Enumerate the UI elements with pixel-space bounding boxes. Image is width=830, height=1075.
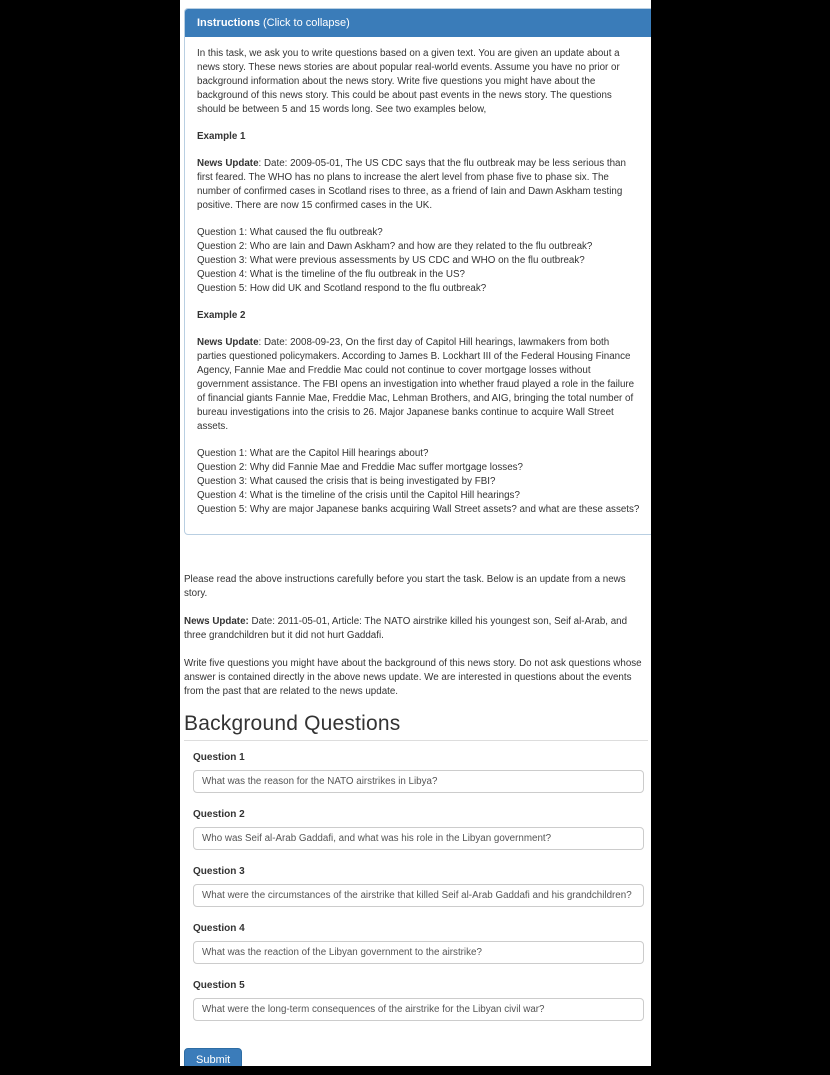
question-1-group [193, 751, 648, 793]
read-instructions-note: Please read the above instructions carefully before you start the task. Below is an update from a news story. [184, 574, 626, 599]
example2-question-4: Question 4: What is the timeline of the crisis until the Capitol Hill hearings? [197, 490, 520, 501]
question-2-input[interactable] [193, 827, 644, 850]
example2-question-2: Question 2: Why did Fannie Mae and Freddie Mac suffer mortgage losses? [197, 462, 524, 473]
task-news-label: News Update: [184, 616, 249, 627]
example2-question-3: Question 3: What caused the crisis that is being investigated by FBI? [197, 476, 496, 487]
question-1-input[interactable] [193, 770, 644, 793]
example2-question-1: Question 1: What are the Capitol Hill hearings about? [197, 448, 429, 459]
question-1-label: Question 1 [193, 752, 245, 763]
section-title: Background Questions [184, 712, 401, 735]
instructions-collapse-hint: (Click to collapse) [259, 17, 350, 29]
instructions-intro: In this task, we ask you to write questions based on a given text. You are given an update about a news story. These news stories are about popular real-world events. Assume you have no prior or background information about the news story. Write five questions you might have about the background of this news story. This could be about past events in the news story. The questions should be between 5 and 15 words long. See two examples below, [197, 48, 620, 115]
instructions-panel [184, 8, 651, 535]
background-questions-section [184, 712, 648, 1066]
submit-button[interactable]: Submit [184, 1048, 242, 1066]
question-4-group [193, 922, 648, 964]
instructions-panel-body [185, 37, 651, 534]
question-2-group [193, 808, 648, 850]
question-5-group [193, 979, 648, 1021]
question-4-label: Question 4 [193, 923, 245, 934]
question-2-label: Question 2 [193, 809, 245, 820]
example2-news-update [197, 336, 641, 434]
example2-question-5: Question 5: Why are major Japanese banks acquiring Wall Street assets? and what are these assets? [197, 504, 640, 515]
example1-question-4: Question 4: What is the timeline of the flu outbreak in the US? [197, 269, 465, 280]
question-5-input[interactable] [193, 998, 644, 1021]
instructions-panel-header[interactable] [185, 9, 651, 37]
instructions-title: Instructions [197, 17, 260, 29]
task-description [184, 573, 647, 713]
example2-heading: Example 2 [197, 310, 246, 321]
example1-heading: Example 1 [197, 131, 246, 142]
example2-news-text: : Date: 2008-09-23, On the first day of Capitol Hill hearings, lawmakers from both parties questioned policymakers. According to James B. Lockhart III of the Federal Housing Finance Agency, Fannie Mae and Freddie Mac could not continue to cover mortgage losses without government assistance. The FBI opens an investigation into whether fraud played a role in the failure of financial giants Fannie Mae, Freddie Mac, Lehman Brothers, and AIG, bringing the total number of bureau investigations into the crisis to 26. Major Japanese banks continue to acquire Wall Street assets. [197, 337, 635, 432]
section-divider [184, 740, 648, 741]
write-questions-note: Write five questions you might have about the background of this news story. Do not ask questions whose answer is contained directly in the above news update. We are interested in questions about the events from the past that are related to the news update. [184, 658, 642, 697]
example2-news-label: News Update [197, 337, 259, 348]
task-news-text: Date: 2011-05-01, Article: The NATO airstrike killed his youngest son, Seif al-Arab, and three grandchildren but it did not hurt Gaddafi. [184, 616, 628, 641]
example1-question-2: Question 2: Who are Iain and Dawn Askham? and how are they related to the flu outbreak? [197, 241, 593, 252]
example1-question-list [197, 226, 641, 296]
question-4-input[interactable] [193, 941, 644, 964]
example1-news-label: News Update [197, 158, 259, 169]
question-3-group [193, 865, 648, 907]
questions-form [184, 751, 648, 1021]
example1-question-5: Question 5: How did UK and Scotland respond to the flu outbreak? [197, 283, 487, 294]
task-news-update [184, 615, 647, 643]
task-page [180, 0, 651, 1066]
example1-news-text: : Date: 2009-05-01, The US CDC says that the flu outbreak may be less serious than first feared. The WHO has no plans to increase the alert level from phase five to phase six. The number of confirmed cases in Scotland rises to three, as a friend of Iain and Dawn Askham testing positive. There are now 15 confirmed cases in the UK. [197, 158, 626, 211]
example1-news-update [197, 157, 641, 213]
example1-question-3: Question 3: What were previous assessments by US CDC and WHO on the flu outbreak? [197, 255, 585, 266]
question-3-label: Question 3 [193, 866, 245, 877]
example2-question-list [197, 447, 641, 517]
question-3-input[interactable] [193, 884, 644, 907]
example1-question-1: Question 1: What caused the flu outbreak? [197, 227, 383, 238]
question-5-label: Question 5 [193, 980, 245, 991]
